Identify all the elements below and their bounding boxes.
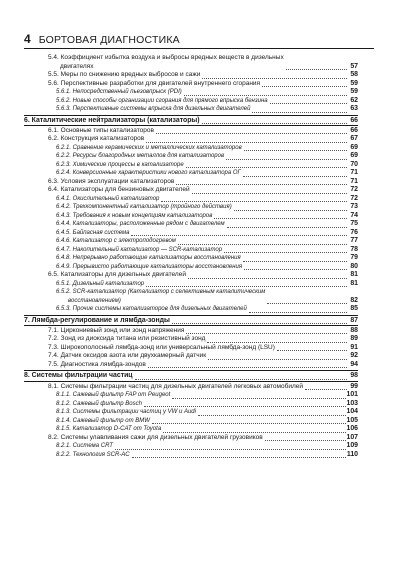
- toc-entry-title-line: 8. Системы фильтрации частиц: [24, 372, 133, 380]
- toc-entry-title: [56, 161, 184, 170]
- toc-leader-dots: [144, 401, 346, 407]
- toc-entry-row: [24, 88, 358, 97]
- chapter-number: 4: [24, 32, 31, 46]
- toc-entry-row: [24, 442, 358, 451]
- toc-page-number: 71: [350, 169, 358, 177]
- toc-entry-title: [56, 263, 242, 272]
- toc-entry-title-line: 8.1.2. Сажевый фильтр Bosch: [56, 400, 142, 407]
- toc-entry-title: [48, 80, 260, 89]
- toc-entry-title-line: 5.6.2. Новые способы организации сгорания для прямого впрыска бензина: [56, 97, 268, 104]
- toc-entry-title-line: 6.5.2. SCR-катализатор (Катализатор с селективным каталитическим: [56, 289, 266, 296]
- toc-page-number: 91: [350, 343, 358, 351]
- toc-entry-row: [24, 178, 358, 187]
- toc-entry-row: [24, 335, 358, 344]
- toc-entry-row: [24, 97, 358, 106]
- toc-entry-title-line: 7.1. Циркониевый зонд или зонд напряжения: [48, 326, 185, 334]
- toc-leader-dots: [277, 345, 347, 351]
- toc-leader-dots: [198, 410, 346, 416]
- toc-entry-title-line: 6.2. Конструкция катализаторов: [48, 135, 145, 143]
- toc-entry-row: [24, 220, 358, 229]
- toc-entry-title: [24, 316, 170, 325]
- toc-entry-title: [56, 220, 225, 229]
- toc-leader-dots: [265, 435, 346, 441]
- toc-leader-dots: [224, 247, 347, 253]
- toc-entry-row: [24, 152, 358, 161]
- toc-entry-row: [24, 400, 358, 409]
- toc-entry-title-line: восстановлением): [68, 297, 121, 304]
- toc-entry-title-line: двигателях: [60, 62, 94, 70]
- toc-entry-title-line: 7.4. Датчик оксидов азота или двухкамерный датчик: [48, 352, 207, 360]
- toc-entry-title-line: 6.4.2. Трехкомпонентный катализатор (тройного действия): [56, 204, 232, 211]
- toc-entry-row: [24, 105, 358, 114]
- toc-leader-dots: [188, 273, 347, 279]
- toc-entry-title: [48, 135, 144, 144]
- toc-entry-title-line: 5.6. Перспективные разработки для двигателей внутреннего сгорания: [48, 79, 261, 87]
- toc-page-number: 94: [350, 360, 358, 368]
- toc-page-number: 77: [350, 237, 358, 245]
- toc-entry-title-line: 6.4.5. Байпасная система: [56, 229, 130, 236]
- toc-leader-dots: [202, 118, 347, 124]
- toc-leader-dots: [135, 374, 347, 380]
- toc-entry-title-line: 5.4. Коэффициент избытка воздуха и выбросы вредных веществ в дизельных: [48, 54, 284, 61]
- toc-entry-title: [48, 383, 303, 392]
- toc-page-number: 82: [350, 296, 358, 304]
- toc-entry-title: [48, 352, 206, 361]
- toc-entry-row: [24, 135, 358, 144]
- toc-entry-title: [48, 335, 205, 344]
- toc-entry-title-line: 6.2.1. Сравнение керамических и металлических катализаторов: [56, 144, 242, 151]
- toc-entry-row: [24, 271, 358, 280]
- toc-entry-title: [56, 237, 176, 246]
- toc-entry-title: [56, 88, 182, 97]
- toc-entry-title-line: 6.4.7. Накопительный катализатор — SCR-катализатор: [56, 246, 223, 253]
- toc-entry-title: [56, 288, 265, 305]
- toc-entry-title: [48, 178, 174, 187]
- toc-entry-title: [56, 212, 212, 221]
- toc-leader-dots: [249, 307, 347, 313]
- toc-entry-title: [24, 116, 200, 125]
- toc-entry-title-line: 6.5.1. Дизельный катализатор: [56, 280, 145, 287]
- toc-entry-title-line: 6.4.3. Требования к новым концепциям катализаторов: [56, 212, 213, 219]
- toc-entry-title: [24, 371, 133, 380]
- toc-page-number: 98: [350, 372, 358, 380]
- toc-leader-dots: [214, 213, 347, 219]
- toc-entry-title: [56, 254, 241, 263]
- toc-leader-dots: [226, 154, 347, 160]
- toc-entry-title: [56, 280, 144, 289]
- toc-page-number: 63: [350, 105, 358, 112]
- toc-entry-title: [56, 417, 150, 426]
- toc-leader-dots: [192, 188, 347, 194]
- toc-leader-dots: [156, 128, 347, 134]
- toc-entry-title: [48, 434, 263, 443]
- toc-leader-dots: [262, 81, 347, 87]
- toc-entry-title: [48, 271, 186, 280]
- toc-leader-dots: [163, 427, 345, 433]
- table-of-contents: [24, 54, 358, 459]
- toc-leader-dots: [115, 444, 346, 450]
- toc-entry-title: [56, 169, 241, 178]
- toc-page-number: 92: [350, 352, 358, 360]
- toc-entry-row: [24, 246, 358, 255]
- toc-leader-dots: [186, 162, 347, 168]
- toc-leader-dots: [244, 264, 347, 270]
- toc-page-number: 59: [350, 88, 358, 95]
- toc-leader-dots: [202, 73, 347, 79]
- toc-entry-title-line: 6.4.1. Окислительный катализатор: [56, 195, 160, 202]
- toc-entry-title: [56, 391, 170, 400]
- toc-leader-dots: [172, 318, 347, 324]
- toc-entry-title: [56, 144, 242, 153]
- toc-page-number: 69: [350, 152, 358, 160]
- toc-entry-row: [24, 425, 358, 434]
- toc-entry-row: [24, 280, 358, 289]
- toc-page-number: 104: [346, 408, 358, 416]
- toc-entry-row: [24, 80, 358, 89]
- toc-leader-dots: [132, 452, 346, 458]
- toc-entry-title-line: 6. Каталитические нейтрализаторы (катализаторы): [24, 116, 200, 124]
- toc-entry-title-line: 8.1.5. Катализатор D-CAT от Toyota: [56, 426, 162, 433]
- toc-page-number: 67: [350, 135, 358, 143]
- toc-entry-row: [24, 212, 358, 221]
- toc-entry-title-line: 5.6.1. Непосредственный пьезовпрыск (PDI): [56, 89, 182, 95]
- toc-entry-title-line: 8.2.2. Технология SCR-AC: [56, 451, 130, 458]
- toc-entry-title: [56, 425, 161, 434]
- toc-entry-title: [48, 186, 190, 195]
- toc-leader-dots: [267, 298, 347, 304]
- toc-entry-title-line: 6.3. Условия эксплуатации катализаторов: [48, 177, 175, 185]
- toc-entry-title-line: 6.4.4. Катализаторы, расположенные рядом с двигателем: [56, 221, 225, 228]
- toc-entry-title-line: 8.2.1. Система CRT: [56, 443, 113, 450]
- toc-leader-dots: [146, 137, 347, 143]
- toc-entry-title: [56, 152, 224, 161]
- toc-chapter-row: [24, 370, 358, 381]
- toc-page-number: 109: [346, 442, 358, 450]
- toc-entry-row: [24, 229, 358, 238]
- toc-leader-dots: [270, 98, 347, 104]
- toc-entry-title-line: 8.1.1. Сажевый фильтр FAP от Peugeot: [56, 392, 171, 399]
- toc-page-number: 59: [350, 79, 358, 87]
- toc-entry-title-line: 8.1. Системы фильтрации частиц для дизельных двигателей легковых автомобилей: [48, 382, 303, 390]
- toc-page-number: 70: [350, 160, 358, 168]
- toc-leader-dots: [172, 393, 345, 399]
- toc-entry-row: [24, 186, 358, 195]
- toc-entry-title: [56, 97, 268, 106]
- toc-entry-title-line: 6.2.3. Химические процессы в катализаторе: [56, 161, 184, 168]
- toc-entry-row: [24, 263, 358, 272]
- toc-entry-title: [56, 442, 113, 451]
- toc-entry-row: [24, 305, 358, 314]
- toc-entry-row: [24, 383, 358, 392]
- toc-leader-dots: [148, 362, 347, 368]
- toc-entry-title-line: 8.2. Системы улавливания сажи для дизельных двигателей грузовиков: [48, 433, 263, 441]
- chapter-title: БОРТОВАЯ ДИАГНОСТИКА: [38, 34, 180, 46]
- toc-page-number: 81: [350, 271, 358, 279]
- toc-entry-row: [24, 288, 358, 305]
- toc-entry-title-line: 6.2.2. Ресурсы благородных металлов для катализаторов: [56, 153, 225, 160]
- toc-leader-dots: [178, 239, 347, 245]
- toc-entry-title: [56, 195, 159, 204]
- toc-entry-title-line: 6.4.8. Непрерывно работающие катализаторы восстановления: [56, 255, 241, 262]
- toc-entry-row: [24, 71, 358, 80]
- toc-entry-row: [24, 417, 358, 426]
- toc-page-number: 72: [350, 194, 358, 202]
- toc-page-number: 73: [350, 203, 358, 211]
- toc-leader-dots: [146, 281, 347, 287]
- toc-page-number: 101: [346, 391, 358, 399]
- toc-page-number: 88: [350, 326, 358, 334]
- toc-entry-title: [48, 127, 154, 136]
- toc-leader-dots: [152, 418, 346, 424]
- toc-entry-row: [24, 254, 358, 263]
- toc-entry-title: [56, 203, 232, 212]
- toc-entry-title: [56, 400, 142, 409]
- toc-entry-title: [56, 305, 247, 314]
- toc-page-number: 62: [350, 96, 358, 104]
- toc-page-number: 66: [350, 116, 358, 124]
- toc-leader-dots: [208, 354, 347, 360]
- toc-leader-dots: [186, 328, 347, 334]
- toc-entry-row: [24, 434, 358, 443]
- toc-page-number: 57: [350, 62, 358, 70]
- toc-leader-dots: [131, 230, 347, 236]
- toc-chapter-row: [24, 315, 358, 326]
- toc-page-number: 66: [350, 126, 358, 134]
- toc-entry-row: [24, 408, 358, 417]
- toc-leader-dots: [184, 90, 347, 96]
- toc-page-number: 103: [346, 399, 358, 407]
- toc-leader-dots: [243, 171, 347, 177]
- toc-entry-title-line: 8.1.4. Сажевый фильтр от BMW: [56, 417, 150, 424]
- toc-page-number: 110: [346, 450, 358, 458]
- toc-page-number: 85: [350, 305, 358, 313]
- toc-entry-title: [56, 105, 250, 114]
- toc-entry-row: [24, 451, 358, 460]
- toc-page-number: 75: [350, 220, 358, 228]
- toc-leader-dots: [161, 196, 347, 202]
- toc-entry-title-line: 6.2.4. Конверсионные характеристики нового катализатора OГ: [56, 170, 241, 177]
- toc-page-number: 72: [350, 186, 358, 194]
- toc-page-number: 81: [350, 279, 358, 287]
- toc-entry-row: [24, 127, 358, 136]
- toc-entry-row: [24, 237, 358, 246]
- toc-page-number: 80: [350, 262, 358, 270]
- toc-page-number: 69: [350, 143, 358, 151]
- toc-entry-title-line: 6.4.9. Прерывисто работающие катализаторы восстановления: [56, 263, 243, 270]
- toc-entry-title: [48, 71, 200, 80]
- toc-entry-title: [56, 451, 130, 460]
- toc-leader-dots: [286, 64, 347, 70]
- toc-page-number: 87: [350, 316, 358, 324]
- toc-leader-dots: [243, 256, 347, 262]
- page-header: [24, 32, 374, 46]
- toc-entry-title: [56, 229, 129, 238]
- toc-entry-title-line: 7.3. Широкополосный лямбда-зонд или универсальный лямбда-зонд (LSU): [48, 343, 275, 351]
- toc-entry-row: [24, 352, 358, 361]
- toc-entry-title: [48, 361, 146, 370]
- toc-leader-dots: [227, 222, 347, 228]
- toc-leader-dots: [207, 337, 347, 343]
- toc-entry-title-line: 7.2. Зонд из диоксида титана или резистивный зонд: [48, 335, 206, 343]
- toc-page-number: 99: [350, 382, 358, 390]
- toc-entry-title-line: 5.6.3. Перспективные системы впрыска для дизельных двигателей: [56, 106, 251, 112]
- toc-entry-row: [24, 169, 358, 178]
- toc-entry-row: [24, 195, 358, 204]
- toc-entry-row: [24, 203, 358, 212]
- toc-entry-row: [24, 54, 358, 71]
- toc-page-number: 107: [346, 433, 358, 441]
- toc-page-number: 79: [350, 254, 358, 262]
- toc-entry-title: [48, 54, 284, 71]
- toc-entry-title-line: 6.5.3. Прочие системы катализаторов для дизельных двигателей: [56, 306, 247, 313]
- toc-entry-title: [56, 408, 196, 417]
- toc-entry-row: [24, 361, 358, 370]
- toc-entry-title-line: 6.1. Основные типы катализаторов: [48, 126, 154, 134]
- toc-leader-dots: [234, 205, 347, 211]
- toc-page-number: 58: [350, 71, 358, 78]
- toc-page-number: 74: [350, 211, 358, 219]
- toc-page-number: 76: [350, 228, 358, 236]
- toc-entry-title-line: 8.1.3. Системы фильтрации частиц у VW и Audi: [56, 409, 196, 416]
- toc-leader-dots: [252, 107, 347, 113]
- toc-page-number: 105: [346, 416, 358, 424]
- toc-leader-dots: [176, 179, 347, 185]
- toc-page-number: 106: [346, 425, 358, 433]
- toc-page-number: 71: [350, 177, 358, 185]
- toc-entry-row: [24, 144, 358, 153]
- header-rule: [24, 48, 374, 49]
- toc-page-number: 78: [350, 245, 358, 253]
- toc-entry-title-line: 7.5. Диагностика лямбда-зондов: [48, 360, 146, 368]
- toc-leader-dots: [305, 384, 347, 390]
- toc-entry-title-line: 5.5. Меры по снижению вредных выбросов и сажи: [48, 71, 201, 78]
- toc-entry-row: [24, 161, 358, 170]
- toc-entry-title-line: 6.4.6. Катализатор с электроподогревом: [56, 238, 176, 245]
- toc-entry-title: [56, 246, 222, 255]
- toc-page-number: 89: [350, 335, 358, 343]
- toc-entry-title-line: 6.5. Катализаторы для дизельных двигателей: [48, 271, 186, 279]
- toc-leader-dots: [244, 145, 347, 151]
- toc-entry-title-line: 7. Лямбда-регулирование и лямбда-зонды: [24, 316, 170, 324]
- toc-chapter-row: [24, 115, 358, 126]
- toc-entry-title-line: 6.4. Катализаторы для бензиновых двигателей: [48, 186, 190, 194]
- toc-entry-row: [24, 391, 358, 400]
